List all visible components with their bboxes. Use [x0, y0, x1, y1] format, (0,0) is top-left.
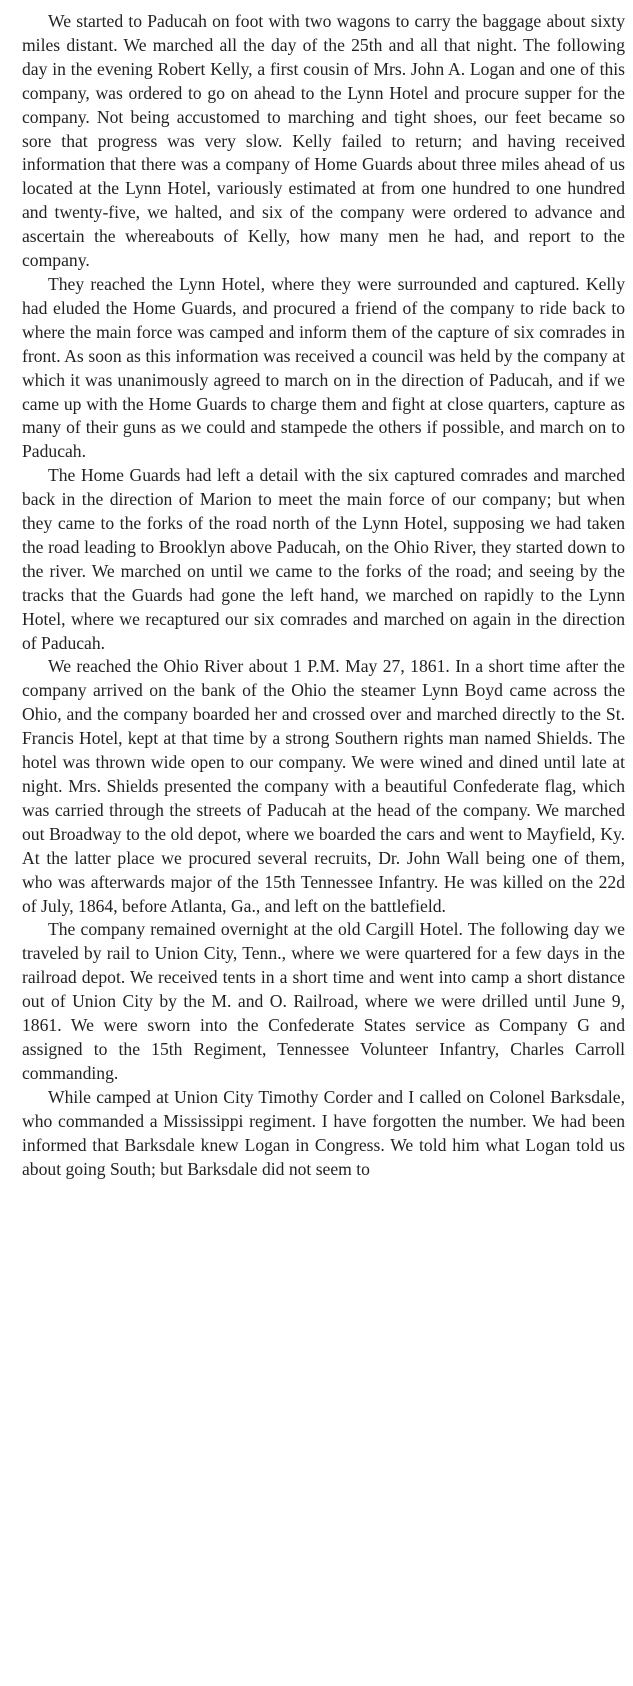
document-page [22, 10, 625, 1181]
paragraph-colonel-barksdale: While camped at Union City Timothy Corder and I called on Colonel Barksdale, who commanded a Mississippi regiment. I have forgotten the number. We had been informed that Barksdale knew Logan in Congress. We told him what Logan told us about going South; but Barksdale did not seem to [22, 1086, 625, 1179]
paragraph-march-to-paducah: We started to Paducah on foot with two wagons to carry the baggage about sixty miles distant. We marched all the day of the 25th and all that night. The following day in the evening Robert Kelly, a first cousin of Mrs. John A. Logan and one of this company, was ordered to go on ahead to the Lynn Hotel and procure supper for the company. Not being accustomed to marching and tight shoes, our feet became so sore that progress was very slow. Kelly failed to return; and having received information that there was a company of Home Guards about three miles ahead of us located at the Lynn Hotel, variously estimated at from one hundred to one hundred and twenty-five, we halted, and six of the company were ordered to advance and ascertain the whereabouts of Kelly, how many men he had, and report to the company. [22, 11, 625, 271]
paragraph-ohio-river-arrival: We reached the Ohio River about 1 P.M. May 27, 1861. In a short time after the company arrived on the bank of the Ohio the steamer Lynn Boyd came across the Ohio, and the company boarded her and crossed over and marched directly to the St. Francis Hotel, kept at that time by a strong Southern rights man named Shields. The hotel was thrown wide open to our company. We were wined and dined until late at night. Mrs. Shields presented the company with a beautiful Confederate flag, which was carried through the streets of Paducah at the head of the company. We marched out Broadway to the old depot, where we boarded the cars and went to Mayfield, Ky. At the latter place we procured several recruits, Dr. John Wall being one of them, who was afterwards major of the 15th Tennessee Infantry. He was killed on the 22d of July, 1864, before Atlanta, Ga., and left on the battlefield. [22, 656, 625, 916]
paragraph-lynn-hotel-capture: They reached the Lynn Hotel, where they were surrounded and captured. Kelly had eluded the Home Guards, and procured a friend of the company to ride back to where the main force was camped and inform them of the capture of six comrades in front. As soon as this information was received a council was held by the company at which it was unanimously agreed to march on in the direction of Paducah, and if we came up with the Home Guards to charge them and fight at close quarters, capture as many of their guns as we could and stampede the others if possible, and march on to Paducah. [22, 273, 625, 462]
paragraph-union-city-camp: The company remained overnight at the old Cargill Hotel. The following day we traveled by rail to Union City, Tenn., where we were quartered for a few days in the railroad depot. We received tents in a short time and went into camp a short distance out of Union City by the M. and O. Railroad, where we were drilled until June 9, 1861. We were sworn into the Confederate States service as Company G and assigned to the 15th Regiment, Tennessee Volunteer Infantry, Charles Carroll commanding. [22, 919, 625, 1083]
paragraph-home-guards-detail: The Home Guards had left a detail with the six captured comrades and marched back in the direction of Marion to meet the main force of our company; but when they came to the forks of the road north of the Lynn Hotel, supposing we had taken the road leading to Brooklyn above Paducah, on the Ohio River, they started down to the river. We marched on until we came to the forks of the road; and seeing by the tracks that the Guards had gone the left hand, we marched on rapidly to the Lynn Hotel, where we recaptured our six comrades and marched on again in the direction of Paducah. [22, 465, 625, 653]
